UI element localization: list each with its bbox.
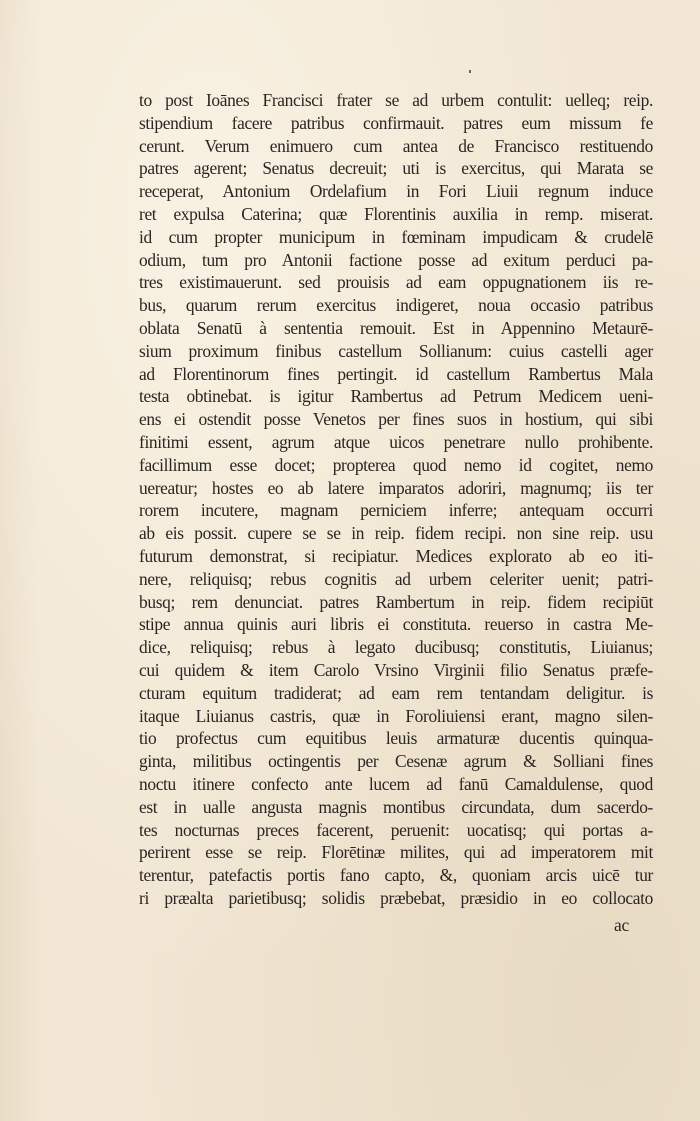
text-line: finitimi essent, agrum atque uicos penetrare nullo prohibente. (139, 431, 653, 452)
text-line: rorem incutere, magnam perniciem inferre; antequam occurri (139, 500, 653, 521)
text-line: perirent esse se reip. Florētinæ milites, qui ad imperatorem mit (139, 842, 653, 863)
text-line: receperat, Antonium Ordelafium in Fori Liuii regnum induce (139, 181, 653, 202)
text-line: futurum demonstrat, si recipiatur. Medices explorato ab eo iti- (139, 545, 653, 566)
text-line: ad Florentinorum fines pertingit. id castellum Rambertus Mala (139, 363, 653, 384)
text-line: ab eis possit. cupere se se in reip. fidem recipi. non sine reip. usu (139, 523, 653, 544)
catchword: ac (614, 915, 630, 935)
text-line: ens ei ostendit posse Venetos per fines suos in hostium, qui sibi (139, 409, 653, 430)
text-line: stipe annua quinis auri libris ei constituta. reuerso in castra Me- (139, 614, 653, 635)
text-line: busq; rem denunciat. patres Rambertum in reip. fidem recipiūt (139, 591, 653, 612)
text-line: ret expulsa Caterina; quæ Florentinis auxilia in remp. miserat. (139, 203, 653, 224)
text-line: terentur, patefactis portis fano capto, &, quoniam arcis uicē tur (139, 865, 653, 886)
text-line: uereatur; hostes eo ab latere imparatos adoriri, magnumq; iis ter (139, 477, 653, 498)
text-line: testa obtinebat. is igitur Rambertus ad Petrum Medicem ueni- (139, 386, 653, 407)
text-line: cerunt. Verum enimuero cum antea de Francisco restituendo (139, 135, 653, 156)
text-line: bus, quarum rerum exercitus indigeret, noua occasio patribus (139, 295, 653, 316)
text-line: cturam equitum tradiderat; ad eam rem tentandam deligitur. is (139, 682, 653, 703)
text-line: ginta, militibus octingentis per Cesenæ agrum & Solliani fines (139, 751, 653, 772)
text-line: ri præalta parietibusq; solidis præbebat, præsidio in eo collocato (139, 887, 653, 908)
text-line: odium, tum pro Antonii factione posse ad exitum perduci pa- (139, 249, 653, 270)
text-line: itaque Liuianus castris, quæ in Foroliuiensi erant, magno silen- (139, 705, 653, 726)
text-line: patres agerent; Senatus decreuit; uti is exercitus, qui Marata se (139, 158, 653, 179)
text-line: dice, reliquisq; rebus à legato ducibusq; constitutis, Liuianus; (139, 637, 653, 658)
text-line: tio profectus cum equitibus leuis armaturæ ducentis quinqua- (139, 728, 653, 749)
text-line: tes nocturnas preces facerent, peruenit: uocatisq; qui portas a- (139, 819, 653, 840)
text-line: est in ualle angusta magnis montibus circundata, dum sacerdo- (139, 796, 653, 817)
text-line: noctu itinere confecto ante lucem ad fanū Camaldulense, quod (139, 773, 653, 794)
text-line: stipendium facere patribus confirmauit. patres eum missum fe (139, 112, 653, 133)
page-mark (469, 70, 471, 73)
text-line: cui quidem & item Carolo Vrsino Virginii filio Senatus præfe- (139, 659, 653, 680)
body-text (139, 89, 653, 910)
text-line: sium proximum finibus castellum Sollianum: cuius castelli ager (139, 340, 653, 361)
text-line: facillimum esse docet; propterea quod nemo id cogitet, nemo (139, 454, 653, 475)
text-line: tres existimauerunt. sed prouisis ad eam oppugnationem iis re- (139, 272, 653, 293)
text-line: nere, reliquisq; rebus cognitis ad urbem celeriter uenit; patri- (139, 568, 653, 589)
text-line: to post Ioānes Francisci frater se ad urbem contulit: uelleq; reip. (139, 90, 653, 110)
text-line: oblata Senatū à sententia remouit. Est in Appennino Metaurē- (139, 317, 653, 338)
text-line: id cum propter municipum in fœminam impudicam & crudelē (139, 226, 653, 247)
